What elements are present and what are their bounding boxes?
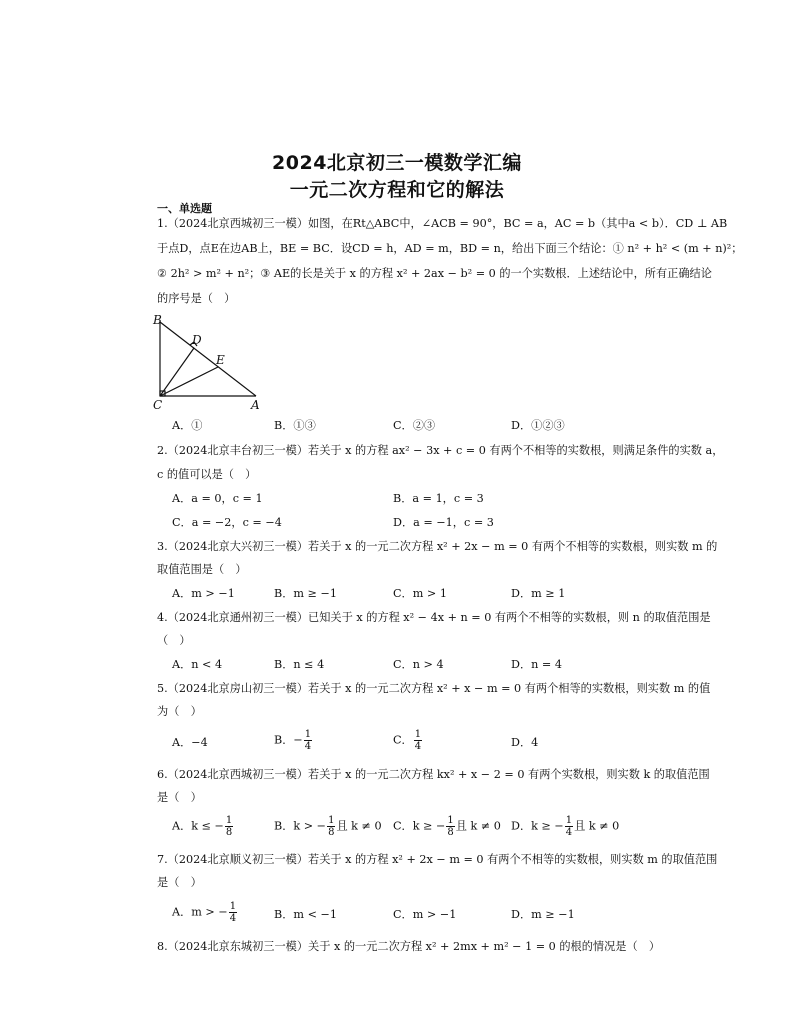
fraction: [225, 815, 233, 838]
q7-option-a-prefix: A．m > −: [172, 905, 228, 919]
label-c: C: [153, 398, 163, 412]
q6-option-c-prefix: C．k ≥ −: [393, 819, 446, 833]
fraction-denominator: 4: [414, 741, 422, 752]
q2-option-c[interactable]: C．a = −2，c = −4: [172, 516, 282, 529]
q7-option-c[interactable]: C．m > −1: [393, 908, 457, 921]
q1-option-c[interactable]: C．②③: [393, 419, 436, 432]
fraction-numerator: 1: [565, 815, 573, 826]
q5-option-b-prefix: B．−: [274, 733, 303, 747]
q1-option-a[interactable]: A．①: [172, 419, 203, 432]
page-title: 2024北京初三一模数学汇编: [272, 152, 522, 174]
page-subtitle: 一元二次方程和它的解法: [289, 179, 505, 201]
side-ab: [160, 322, 256, 396]
q3-option-c[interactable]: C．m > 1: [393, 587, 447, 600]
q7-line-1: 7.（2024北京顺义初三一模）若关于 x 的方程 x² + 2x − m = 0 有两个不相等的实数根，则实数 m 的取值范围: [157, 853, 718, 866]
q6-option-d-prefix: D．k ≥ −: [511, 819, 564, 833]
label-b: B: [153, 313, 162, 327]
q6-option-a[interactable]: [172, 815, 234, 838]
fraction-numerator: 1: [225, 815, 233, 826]
q4-option-c[interactable]: C．n > 4: [393, 658, 444, 671]
q4-option-b[interactable]: B．n ≤ 4: [274, 658, 325, 671]
fraction: [414, 729, 422, 752]
q5-line-2: 为（ ）: [157, 705, 202, 718]
fraction-denominator: 8: [447, 827, 454, 838]
q2-line-1: 2.（2024北京丰台初三一模）若关于 x 的方程 ax² − 3x + c = 0 有两个不相等的实数根，则满足条件的实数 a，: [157, 444, 724, 457]
q6-option-c[interactable]: [393, 815, 501, 838]
q1-line-4: 的序号是（ ）: [157, 292, 236, 305]
q6-option-b-suffix: 且 k ≠ 0: [336, 819, 382, 833]
q3-option-d[interactable]: D．m ≥ 1: [511, 587, 566, 600]
q2-line-2: c 的值可以是（ ）: [157, 468, 257, 481]
q1-line-2: 于点D，点E在边AB上，BE = BC．设CD = h，AD = m，BD = n，给出下面三个结论：① n² + h² < (m + n)²；: [157, 242, 743, 255]
q6-option-b[interactable]: [274, 815, 382, 838]
q3-line-2: 取值范围是（ ）: [157, 563, 247, 576]
fraction: [327, 815, 335, 838]
q4-option-d[interactable]: D．n = 4: [511, 658, 562, 671]
q1-option-b[interactable]: B．①③: [274, 419, 316, 432]
fraction-numerator: 1: [447, 815, 454, 826]
q2-option-b[interactable]: B．a = 1，c = 3: [393, 492, 484, 505]
fraction-numerator: 1: [304, 729, 312, 740]
q4-line-2: （ ）: [157, 634, 191, 647]
q7-option-a[interactable]: [172, 901, 238, 924]
q6-option-a-prefix: A．k ≤ −: [172, 819, 224, 833]
q3-option-b[interactable]: B．m ≥ −1: [274, 587, 337, 600]
q5-option-c-prefix: C．: [393, 733, 413, 747]
fraction: [565, 815, 573, 838]
fraction-denominator: 4: [565, 827, 573, 838]
label-d: D: [192, 333, 202, 347]
q2-option-d[interactable]: D．a = −1，c = 3: [393, 516, 494, 529]
q6-option-b-prefix: B．k > −: [274, 819, 327, 833]
q5-option-a[interactable]: A．−4: [172, 736, 208, 749]
q5-option-b[interactable]: [274, 729, 313, 752]
q1-line-3: ② 2h² > m² + n²；③ AE的长是关于 x 的方程 x² + 2ax − b² = 0 的一个实数根．上述结论中，所有正确结论: [157, 267, 712, 280]
fraction: [446, 815, 454, 838]
q1-line-1: 1.（2024北京西城初三一模）如图，在Rt△ABC中，∠ACB = 90°，BC = a，AC = b（其中a < b）．CD ⊥ AB: [157, 217, 728, 230]
fraction-denominator: 4: [229, 913, 237, 924]
q5-option-d[interactable]: D．4: [511, 736, 539, 749]
label-a: A: [251, 398, 260, 412]
label-e: E: [216, 353, 225, 367]
segment-cd: [160, 348, 194, 396]
q6-option-d[interactable]: [511, 815, 619, 838]
fraction-numerator: 1: [229, 901, 237, 912]
section-heading: 一、单选题: [157, 202, 212, 215]
q6-line-2: 是（ ）: [157, 791, 202, 804]
q6-option-d-suffix: 且 k ≠ 0: [574, 819, 620, 833]
q3-option-a[interactable]: A．m > −1: [172, 587, 235, 600]
segment-ce: [160, 367, 218, 396]
fraction-numerator: 1: [414, 729, 422, 740]
fraction-denominator: 8: [328, 827, 335, 838]
q4-line-1: 4.（2024北京通州初三一模）已知关于 x 的方程 x² − 4x + n = 0 有两个不相等的实数根，则 n 的取值范围是: [157, 611, 711, 624]
fraction: [229, 901, 237, 924]
q3-line-1: 3.（2024北京大兴初三一模）若关于 x 的一元二次方程 x² + 2x − m = 0 有两个不相等的实数根，则实数 m 的: [157, 540, 718, 553]
q4-option-a[interactable]: A．n < 4: [172, 658, 223, 671]
triangle-figure: [150, 312, 270, 412]
q6-line-1: 6.（2024北京西城初三一模）若关于 x 的一元二次方程 kx² + x − 2 = 0 有两个实数根，则实数 k 的取值范围: [157, 768, 710, 781]
fraction-numerator: 1: [328, 815, 335, 826]
q1-option-d[interactable]: D．①②③: [511, 419, 565, 432]
q7-option-d[interactable]: D．m ≥ −1: [511, 908, 575, 921]
q7-line-2: 是（ ）: [157, 876, 202, 889]
q8-line-1: 8.（2024北京东城初三一模）关于 x 的一元二次方程 x² + 2mx + m² − 1 = 0 的根的情况是（ ）: [157, 940, 661, 953]
q7-option-b[interactable]: B．m < −1: [274, 908, 337, 921]
q5-option-c[interactable]: [393, 729, 423, 752]
q5-line-1: 5.（2024北京房山初三一模）若关于 x 的一元二次方程 x² + x − m = 0 有两个相等的实数根，则实数 m 的值: [157, 682, 711, 695]
q6-option-c-suffix: 且 k ≠ 0: [455, 819, 501, 833]
fraction-denominator: 8: [225, 827, 233, 838]
fraction-denominator: 4: [304, 741, 312, 752]
q2-option-a[interactable]: A．a = 0，c = 1: [172, 492, 263, 505]
fraction: [304, 729, 312, 752]
